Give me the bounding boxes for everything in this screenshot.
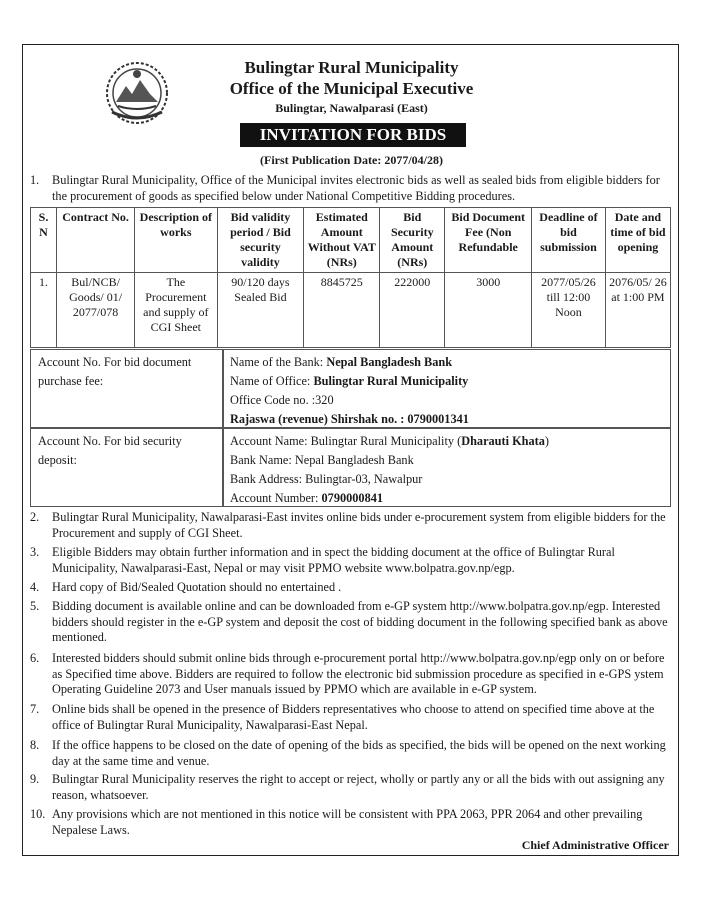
item-number: 6. xyxy=(30,651,40,665)
account-name-label: Account Name: Bulingtar Rural Municipality ( xyxy=(230,434,462,448)
purchase-details xyxy=(230,353,670,429)
header-validity: Bid validity period / Bid security validity xyxy=(217,208,304,273)
cell-deadline: 2077/05/26 till 12:00 Noon xyxy=(532,273,606,348)
header-opening: Date and time of bid opening xyxy=(605,208,670,273)
address-line: Bulingtar, Nawalparasi (East) xyxy=(275,101,428,115)
header-deadline: Deadline of bid submission xyxy=(532,208,606,273)
office-title: Office of the Municipal Executive xyxy=(229,79,474,98)
item-number: 7. xyxy=(30,702,40,716)
cell-description: The Procurement and supply of CGI Sheet xyxy=(135,273,217,348)
bids-table xyxy=(30,207,671,348)
office-name: Bulingtar Rural Municipality xyxy=(313,374,469,388)
bank-label: Name of the Bank: xyxy=(230,355,327,369)
item-text: If the office happens to be closed on the date of opening of the bids as specified, the bids will be opened on the next working day at the same time and venue. xyxy=(52,738,666,768)
security-label: Account No. For bid security deposit: xyxy=(38,434,182,467)
item-text: Bulingtar Rural Municipality, Nawalparasi-East invites online bids under e-procurement system from eligible bidders for the Procurement and supply of CGI Sheet. xyxy=(52,510,666,540)
item-text: Bidding document is available online and can be downloaded from e-GP system http://www.bolpatra.gov.np/egp. Interested bidders should register in the e-GP system and deposit the cost of bidding document in the following specified bank as above mentioned. xyxy=(52,599,668,644)
header-security: Bid Security Amount (NRs) xyxy=(380,208,445,273)
office-label: Name of Office: xyxy=(230,374,314,388)
header-description: Description of works xyxy=(135,208,217,273)
cell-estimate: 8845725 xyxy=(304,273,380,348)
item-text: Online bids shall be opened in the presence of Bidders representatives who choose to attend on specified time above at the office of Bulingtar Rural Municipality, Nawalparasi-East Nepal. xyxy=(52,702,655,732)
signature: Chief Administrative Officer xyxy=(521,838,669,852)
purchase-label: Account No. For bid document purchase fee: xyxy=(38,355,192,388)
cell-validity: 90/120 days Sealed Bid xyxy=(217,273,304,348)
item-text: Interested bidders should submit online bids through e-procurement portal http://www.bolpatra.gov.np/egp only on or before as Specified time above. Bidders are required to follow the electronic bid submission procedure as specified in e-GPS ystem Operating Guideline 2073 and User manuals issued by PPMO which are available in e-GP system. xyxy=(52,651,665,696)
item-number: 2. xyxy=(30,510,40,524)
account-name-end: ) xyxy=(544,434,550,448)
account-number-label: Account Number: xyxy=(230,491,322,505)
org-title: Bulingtar Rural Municipality xyxy=(244,58,459,77)
account-name-bold: Dharauti Khata xyxy=(461,434,545,448)
bank-name: Nepal Bangladesh Bank xyxy=(326,355,453,369)
item-text: Any provisions which are not mentioned in this notice will be consistent with PPA 2063, PPR 2064 and other prevailing Nepalese Laws. xyxy=(52,807,643,837)
item-number: 5. xyxy=(30,599,40,613)
item-number: 4. xyxy=(30,580,40,594)
item-number: 1. xyxy=(30,173,40,187)
item-number: 3. xyxy=(30,545,40,559)
header-fee: Bid Document Fee (Non Refundable xyxy=(445,208,532,273)
security-bank: Bank Name: Nepal Bangladesh Bank xyxy=(230,453,414,467)
publication-date: (First Publication Date: 2077/04/28) xyxy=(260,153,443,167)
revenue-code: Rajaswa (revenue) Shirshak no. : 0790001341 xyxy=(230,412,469,426)
header-contract: Contract No. xyxy=(57,208,135,273)
cell-fee: 3000 xyxy=(445,273,532,348)
table-row xyxy=(31,273,671,348)
item-text: Eligible Bidders may obtain further information and in spect the bidding document at the office of Bulingtar Rural Municipality, Nawalparasi-East, Nepal or may visit PPMO website www.bolpatra.gov.np/egp. xyxy=(52,545,615,575)
item-text: Hard copy of Bid/Sealed Quotation should no entertained . xyxy=(52,580,342,594)
table-header-row xyxy=(31,208,671,273)
cell-opening: 2076/05/ 26 at 1:00 PM xyxy=(605,273,670,348)
account-number: 0790000841 xyxy=(321,491,384,505)
item-text: Bulingtar Rural Municipality, Office of the Municipal invites electronic bids as well as sealed bids from eligible bidders for the procurement of goods as specified below under National Competitive Bidding procedures. xyxy=(52,173,660,203)
invitation-banner: INVITATION FOR BIDS xyxy=(240,123,466,147)
cell-sn: 1. xyxy=(31,273,57,348)
cell-contract: Bul/NCB/ Goods/ 01/ 2077/078 xyxy=(57,273,135,348)
office-code: Office Code no. :320 xyxy=(230,393,334,407)
security-address: Bank Address: Bulingtar-03, Nawalpur xyxy=(230,472,423,486)
header-sn: S. N xyxy=(31,208,57,273)
item-number: 10. xyxy=(30,807,46,821)
item-number: 8. xyxy=(30,738,40,752)
cell-security: 222000 xyxy=(380,273,445,348)
item-number: 9. xyxy=(30,772,40,786)
security-details xyxy=(230,432,670,508)
header-estimate: Estimated Amount Without VAT (NRs) xyxy=(304,208,380,273)
item-text: Bulingtar Rural Municipality reserves the right to accept or reject, wholly or partly any or all the bids with out assigning any reason, whatsoever. xyxy=(52,772,665,802)
